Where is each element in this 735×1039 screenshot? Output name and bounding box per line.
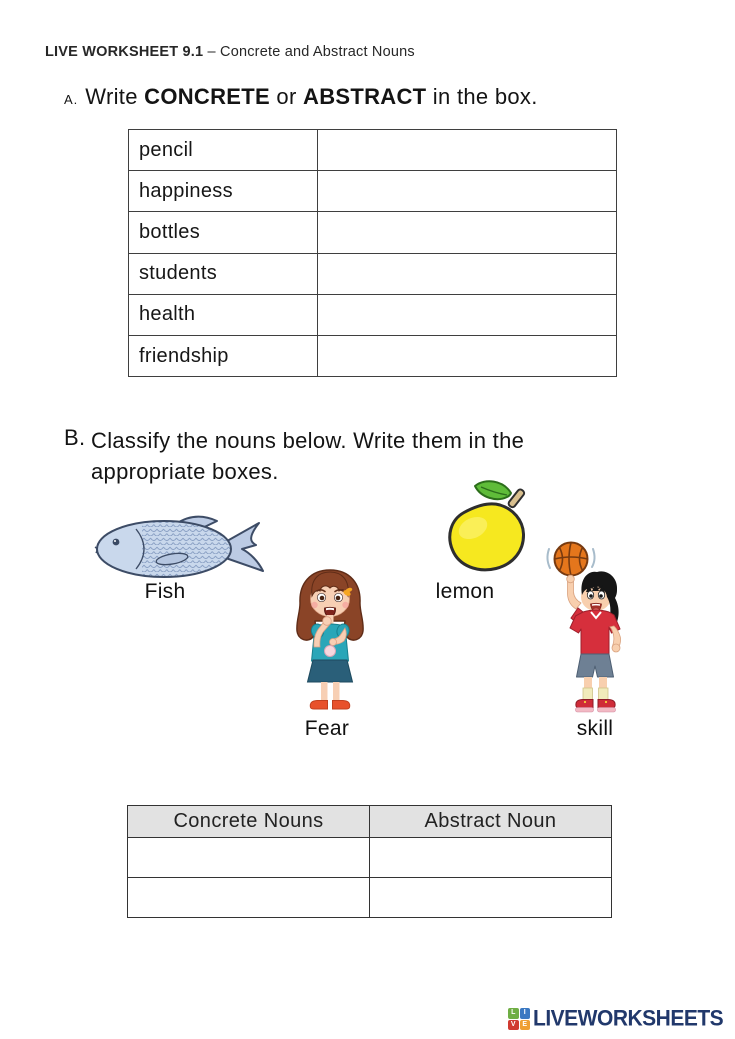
- liveworksheets-wordmark: LIVEWORKSHEETS: [533, 1006, 724, 1031]
- classification-table: [127, 805, 612, 918]
- section-a-heading: [64, 84, 538, 110]
- logo-tile: I: [520, 1008, 531, 1019]
- noun-word-cell: health: [129, 294, 318, 335]
- abstract-noun-answer-cell[interactable]: [370, 838, 612, 878]
- item-label-fear: Fear: [304, 717, 350, 740]
- liveworksheets-logo-icon: [508, 1008, 530, 1030]
- section-a-marker: A.: [64, 92, 79, 107]
- concrete-nouns-answer-cell[interactable]: [128, 878, 370, 918]
- concrete-nouns-header: Concrete Nouns: [128, 806, 370, 838]
- table-row: [129, 130, 617, 171]
- section-b-heading: [91, 425, 524, 487]
- answer-box[interactable]: [318, 212, 617, 253]
- table-row: [129, 335, 617, 376]
- answer-box[interactable]: [318, 130, 617, 171]
- concrete-abstract-table: [128, 129, 617, 377]
- worksheet-subtitle: – Concrete and Abstract Nouns: [207, 44, 415, 60]
- table-header-row: [128, 806, 612, 838]
- worksheet-number: LIVE WORKSHEET 9.1: [45, 44, 208, 60]
- noun-word-cell: students: [129, 253, 318, 294]
- item-label-lemon: lemon: [435, 580, 495, 603]
- answer-box[interactable]: [318, 335, 617, 376]
- scared-girl-illustration: [286, 563, 374, 715]
- lemon-illustration: [437, 480, 539, 580]
- noun-word-cell: bottles: [129, 212, 318, 253]
- fish-illustration: [92, 509, 267, 581]
- liveworksheets-brand-link[interactable]: [508, 1007, 723, 1031]
- logo-tile: V: [508, 1020, 519, 1031]
- noun-word-cell: happiness: [129, 171, 318, 212]
- table-row: [128, 878, 612, 918]
- item-label-fish: Fish: [144, 580, 186, 603]
- answer-box[interactable]: [318, 294, 617, 335]
- table-row: [129, 294, 617, 335]
- logo-tile: E: [520, 1020, 531, 1031]
- noun-word-cell: friendship: [129, 335, 318, 376]
- table-row: [129, 253, 617, 294]
- table-row: [129, 212, 617, 253]
- answer-box[interactable]: [318, 253, 617, 294]
- abstract-noun-answer-cell[interactable]: [370, 878, 612, 918]
- abstract-noun-header: Abstract Noun: [370, 806, 612, 838]
- table-row: [129, 171, 617, 212]
- section-b-marker: B.: [64, 425, 86, 450]
- table-row: [128, 838, 612, 878]
- section-b-instruction-line2: appropriate boxes.: [91, 459, 279, 484]
- worksheet-header: [45, 44, 415, 60]
- item-label-skill: skill: [576, 717, 614, 740]
- concrete-nouns-answer-cell[interactable]: [128, 838, 370, 878]
- section-a-instruction: Write CONCRETE or ABSTRACT in the box.: [85, 84, 538, 109]
- noun-word-cell: pencil: [129, 130, 318, 171]
- boy-spinning-basketball-illustration: [542, 534, 650, 719]
- logo-tile: L: [508, 1008, 519, 1019]
- answer-box[interactable]: [318, 171, 617, 212]
- section-b-instruction-line1: Classify the nouns below. Write them in the: [91, 428, 525, 453]
